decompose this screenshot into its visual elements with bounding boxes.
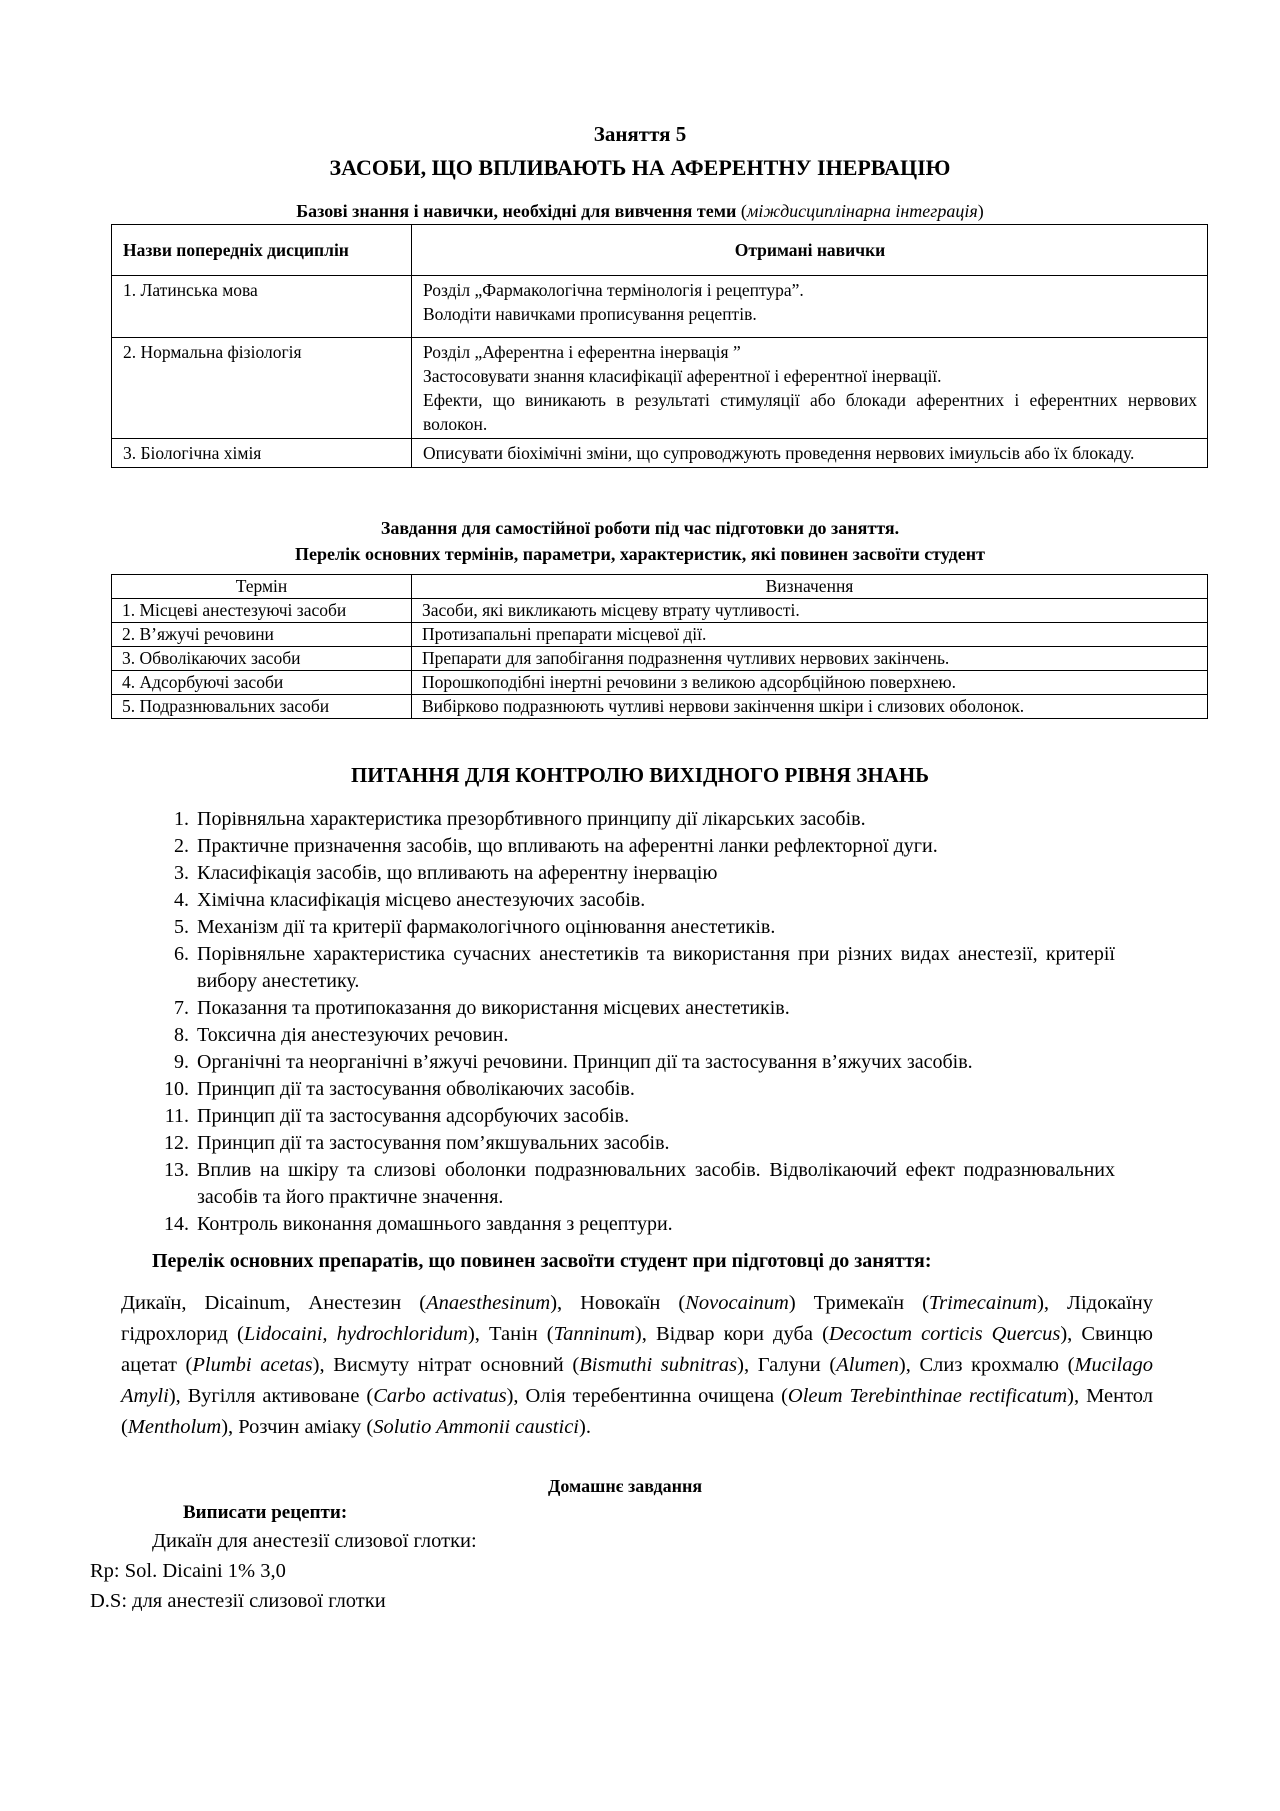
column-header: Назви попередніх дисциплін [112,225,412,276]
terms-table [111,574,1208,719]
list-item [155,1130,1115,1157]
drug-latin-name: Mucilago Amyli [121,1354,1154,1407]
column-header: Термін [112,575,412,599]
skill-line: Ефекти, що виникають в результаті стимуляції або блокади аферентних і еферентних нервових волокон. [423,390,1197,434]
tasks-line: Перелік основних термінів, параметри, характеристик, які повинен засвоїти студент [295,544,985,564]
list-item-number: 13. [164,1159,189,1181]
list-item [155,1076,1115,1103]
list-item [155,1022,1115,1049]
list-item [155,1103,1115,1130]
table-row [112,623,1208,647]
definition-cell: Препарати для запобігання подразнення чутливих нервових закінчень. [412,647,1208,671]
list-item-text: Механізм дії та критерії фармакологічного оцінювання анестетиків. [197,916,776,938]
column-header: Отримані навички [412,225,1208,276]
list-item [155,833,1115,860]
list-item-text: Принцип дії та застосування пом’якшувальних засобів. [197,1132,670,1154]
list-item-number: 11. [164,1105,189,1127]
list-item-number: 6. [174,943,189,965]
list-item-text: Хімічна класифікація місцево анестезуючих засобів. [197,889,646,911]
list-item-number: 4. [174,889,189,911]
table-row [112,338,1208,439]
tasks-heading [0,515,1280,567]
drug-text: ), Свинцю ацетат ( [121,1323,1153,1376]
drug-latin-name: Novocainum [685,1292,789,1314]
questions-title: ПИТАННЯ ДЛЯ КОНТРОЛЮ ВИХІДНОГО РІВНЯ ЗНАНЬ [350,763,930,787]
list-item [155,995,1115,1022]
list-item-text: Порівняльне характеристика сучасних анестетиків та використання при різних видах анестезії, критерії вибору анестетику. [197,943,1115,992]
term-cell: 1. Місцеві анестезуючі засоби [112,599,412,623]
list-item [155,806,1115,833]
list-item [155,1211,1115,1238]
list-item-number: 2. [174,835,189,857]
drug-text: ), Ментол ( [121,1385,1153,1438]
tasks-line: Завдання для самостійної роботи під час підготовки до заняття. [380,518,900,538]
table-row [112,671,1208,695]
drug-latin-name: Solutio Ammonii caustici [373,1416,579,1438]
table-row [112,695,1208,719]
drug-latin-name: Decoctum corticis Quercus [828,1323,1061,1345]
drug-latin-name: Carbo activatus [373,1385,507,1407]
table-row [112,599,1208,623]
drugs-title: Перелік основних препаратів, що повинен засвоїти студент при підготовці до заняття: [152,1250,932,1272]
drug-latin-name: Lidocaini, hydrochloridum [243,1323,468,1345]
drug-latin-name: Alumen [836,1354,899,1376]
skill-line: Володіти навичками прописування рецептів. [423,304,757,324]
drug-latin-name: Anaesthesinum [426,1292,551,1314]
questions-list [155,806,1115,1238]
definition-cell: Протизапальні препарати місцевої дії. [412,623,1208,647]
drug-latin-name: Plumbi acetas [192,1354,313,1376]
drug-latin-name: Oleum Terebinthinae rectificatum [787,1385,1068,1407]
table-row [112,439,1208,468]
list-item-number: 12. [164,1132,189,1154]
term-cell: 3. Обволікаючих засоби [112,647,412,671]
list-item-text: Токсична дія анестезуючих речовин. [197,1024,509,1046]
list-item-text: Принцип дії та застосування адсорбуючих засобів. [197,1105,630,1127]
list-item-number: 5. [174,916,189,938]
table-row [112,276,1208,338]
list-item [155,941,1115,995]
basic-knowledge-text: Базові знання і навички, необхідні для вивчення теми [296,201,737,221]
basic-knowledge-note: міждисциплінарна інтеграція [746,201,978,221]
discipline-name: 2. Нормальна фізіологія [112,338,412,439]
discipline-name: 1. Латинська мова [112,276,412,338]
write-prescriptions-label: Виписати рецепти: [183,1502,348,1523]
prescription-ds: D.S: для анестезії слизової глотки [90,1590,386,1612]
list-item-text: Органічні та неорганічні в’яжучі речовини. Принцип дії та застосування в’яжучих засобів. [197,1051,973,1073]
term-cell: 4. Адсорбуючі засоби [112,671,412,695]
prescription-rp: Rp: Sol. Dicaini 1% 3,0 [90,1560,286,1582]
term-cell: 2. В’яжучі речовини [112,623,412,647]
drugs-paragraph [121,1288,1153,1443]
drug-text: ), Галуни ( [737,1354,837,1376]
term-cell: 5. Подразнювальних засоби [112,695,412,719]
table-row [112,647,1208,671]
drug-text: ), Танін ( [467,1323,554,1345]
list-item-number: 7. [174,997,189,1019]
list-item-text: Порівняльна характеристика презорбтивного принципу дії лікарських засобів. [197,808,866,830]
drug-text: ), Висмуту нітрат основний ( [312,1354,580,1376]
list-item-text: Класифікація засобів, що впливають на аферентну інервацію [197,862,718,884]
skills-cell [412,338,1208,439]
disciplines-table [111,224,1208,468]
list-item-number: 9. [174,1051,189,1073]
drug-text: ), Лідокаїну гідрохлорид ( [121,1292,1153,1345]
prescription-description: Дикаїн для анестезії слизової глотки: [152,1530,477,1552]
definition-cell: Засоби, які викликають місцеву втрату чутливості. [412,599,1208,623]
drug-text: ), Новокаїн ( [550,1292,686,1314]
drug-text: ). [579,1416,591,1438]
list-item [155,860,1115,887]
drug-latin-name: Trimecainum [928,1292,1038,1314]
list-item-text: Контроль виконання домашнього завдання з рецептури. [197,1213,673,1235]
list-item-text: Показання та протипоказання до використання місцевих анестетиків. [197,997,790,1019]
table-header-row [112,575,1208,599]
list-item-text: Вплив на шкіру та слизові оболонки подразнювальних засобів. Відволікаючий ефект подразнювальних засобів та його практичне значення. [197,1159,1115,1208]
skill-line: Розділ „Аферентна і еферентна інервація ” [423,342,741,362]
drug-text: ), Вугілля активоване ( [168,1385,374,1407]
drug-latin-name: Bismuthi subnitras [579,1354,738,1376]
list-item [155,1049,1115,1076]
discipline-name: 3. Біологічна хімія [112,439,412,468]
definition-cell: Вибірково подразнюють чутливі нервови закінчення шкіри і слизових оболонок. [412,695,1208,719]
drug-text: ), Слиз крохмалю ( [898,1354,1075,1376]
list-item-number: 8. [174,1024,189,1046]
list-item-number: 3. [174,862,189,884]
drug-text: Дикаїн, Dicainum, Анестезин ( [121,1292,427,1314]
list-item [155,914,1115,941]
drug-text: ), Відвар кори дуба ( [634,1323,829,1345]
column-header: Визначення [412,575,1208,599]
list-item-number: 10. [164,1078,189,1100]
skill-line: Застосовувати знання класифікації аферентної і еферентної інервації. [423,366,942,386]
list-item-text: Практичне призначення засобів, що впливають на аферентні ланки рефлекторної дуги. [197,835,938,857]
drug-text: ), Розчин аміаку ( [221,1416,374,1438]
drug-text: ), Олія теребентинна очищена ( [506,1385,788,1407]
drug-latin-name: Mentholum [127,1416,222,1438]
homework-title: Домашнє завдання [547,1476,703,1496]
list-item-text: Принцип дії та застосування обволікаючих засобів. [197,1078,635,1100]
drug-latin-name: Tanninum [553,1323,635,1345]
drug-text: ) Тримекаїн ( [788,1292,929,1314]
list-item [155,887,1115,914]
list-item-number: 14. [164,1213,189,1235]
skill-line: Розділ „Фармакологічна термінологія і рецептура”. [423,280,804,300]
skills-cell [412,439,1208,468]
table-header-row [112,225,1208,276]
definition-cell: Порошкоподібні інертні речовини з великою адсорбційною поверхнею. [412,671,1208,695]
page-title: ЗАСОБИ, ЩО ВПЛИВАЮТЬ НА АФЕРЕНТНУ ІНЕРВАЦІЮ [329,155,951,180]
list-item-number: 1. [174,808,189,830]
basic-knowledge-caption: Базові знання і навички, необхідні для вивчення теми (міждисциплінарна інтеграція) [296,201,984,221]
lesson-number: Заняття 5 [593,122,687,146]
skills-cell [412,276,1208,338]
list-item [155,1157,1115,1211]
skill-line: Описувати біохімічні зміни, що супроводжують проведення нервових імиульсів або їх блокаду. [423,443,1135,463]
